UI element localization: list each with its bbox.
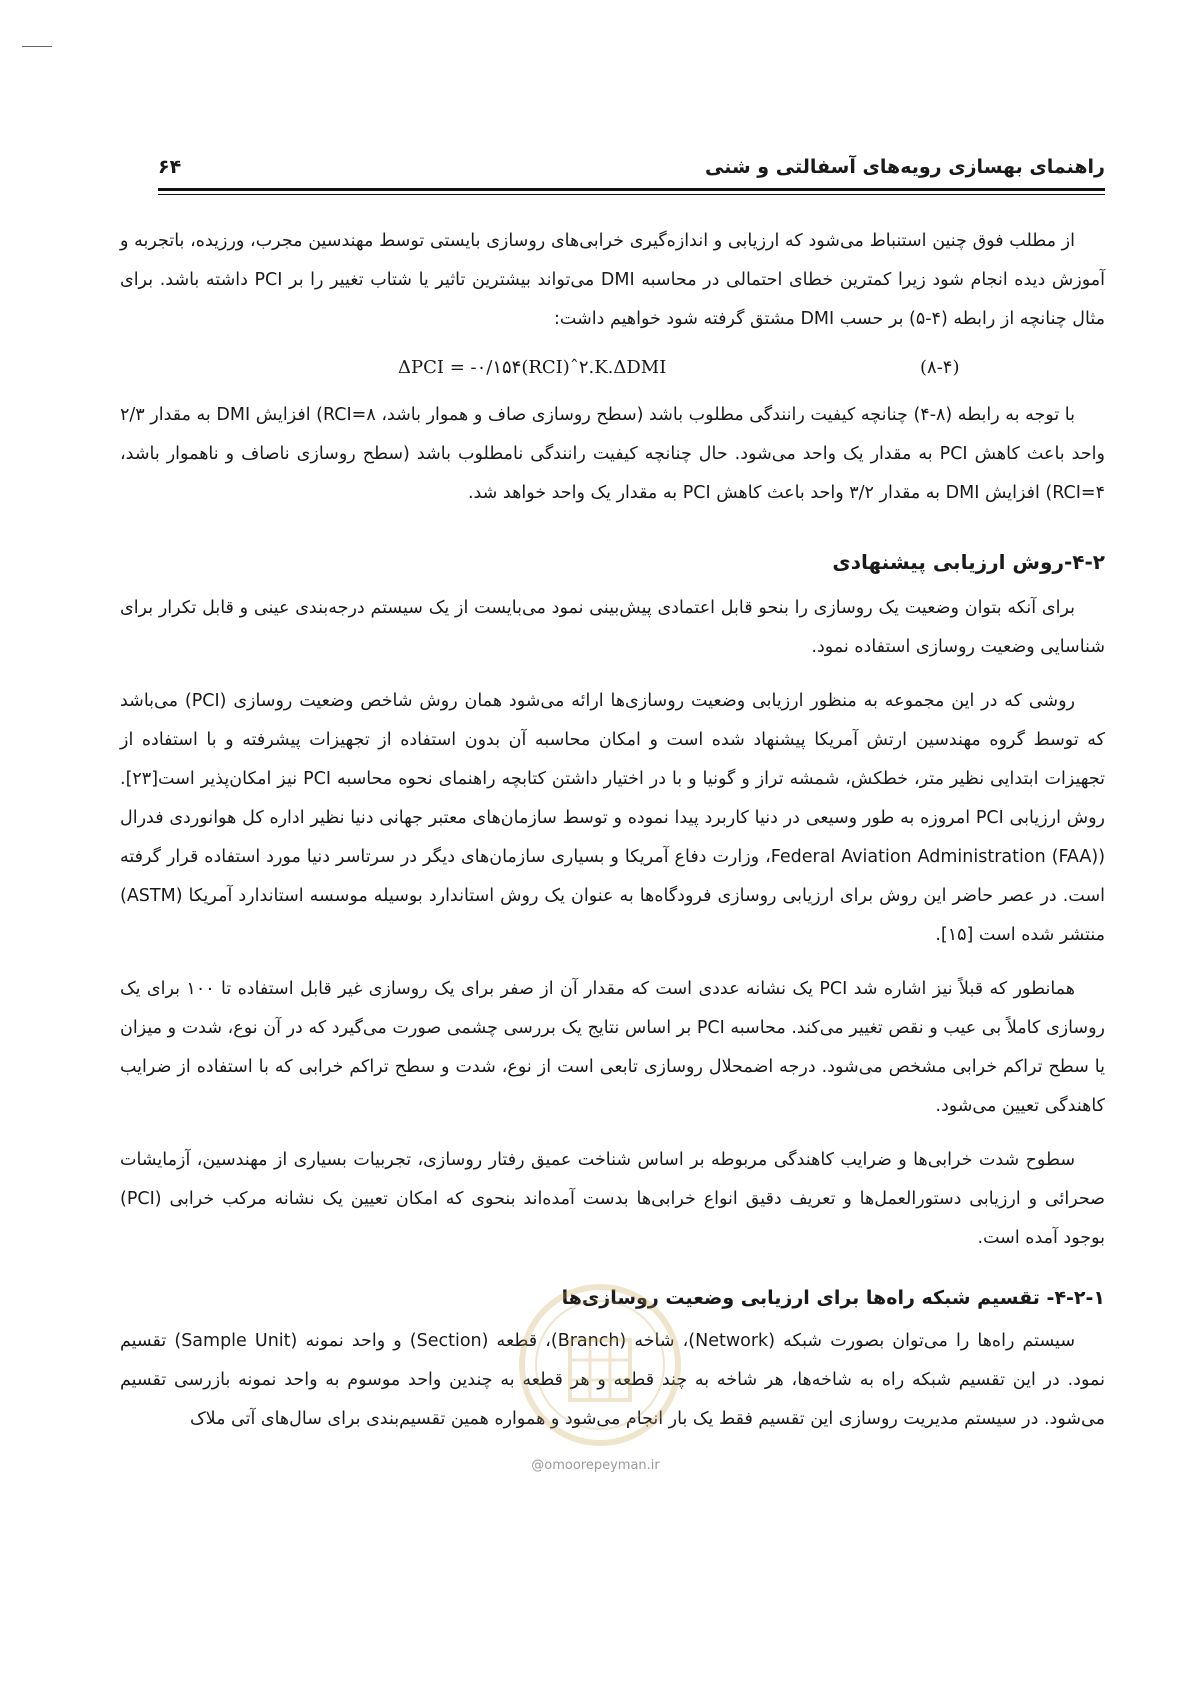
paragraph-pci-definition: همانطور که قبلاً نیز اشاره شد PCI یک نشانه عددی است که مقدار آن از صفر برای یک روسازی غیر قابل استفاده تا ۱۰۰ برای یک روسازی کاملاً بی عیب و نقص تغییر می‌کند. محاسبه PCI بر اساس نتایج یک بررسی چشمی صورت می‌گیرد که در آن نوع، شدت و میزان یا سطح تراکم خرابی مشخص می‌شود. درجه اضمحلال روسازی تابعی است از نوع، شدت و سطح تراکم خرابی که با استفاده از ضرایب کاهندگی تعیین می‌شود. xyxy=(120,979,1105,1116)
page-content xyxy=(120,222,1105,1454)
equation-expression: ΔPCI = -۰/۱۵۴(RCI)ˆ۲.K.ΔDMI xyxy=(398,357,667,378)
page-number: ۶۴ xyxy=(158,156,182,178)
header-rule-thin xyxy=(158,194,1105,195)
running-title: راهنمای بهسازی رویه‌های آسفالتی و شنی xyxy=(705,156,1105,178)
paragraph-rating-system: برای آنکه بتوان وضعیت یک روسازی را بنحو قابل اعتمادی پیش‌بینی نمود می‌بایست از یک سیستم درجه‌بندی عینی و قابل تکرار برای شناسایی وضعیت روسازی استفاده نمود. xyxy=(120,598,1105,657)
corner-mark xyxy=(22,46,52,47)
paragraph-deduct-values: سطوح شدت خرابی‌ها و ضرایب کاهندگی مربوطه بر اساس شناخت عمیق رفتار روسازی، تجربیات بسیاری از مهندسین، آزمایشات صحرائی و ارزیابی دستورالعمل‌ها و تعریف دقیق انواع خرابی‌ها بدست آمده‌اند بنحوی که امکان تعیین یک نشانه مرکب خرابی (PCI) بوجود آمده است. xyxy=(120,1150,1105,1248)
equation-8-4 xyxy=(120,348,1105,384)
header-rule-thick xyxy=(158,188,1105,191)
at-icon: @ xyxy=(531,1458,545,1473)
paragraph-dmi-sensitivity: از مطلب فوق چنین استنباط می‌شود که ارزیابی و اندازه‌گیری خرابی‌های روسازی بایستی توسط مهندسین مجرب، ورزیده، باتجربه و آموزش دیده انجام شود زیرا کمترین خطای احتمالی در محاسبه DMI می‌تواند بیشترین تاثیر یا شتاب تغییر را بر PCI داشته باشد. برای مثال چنانچه از رابطه (۴-۵) بر حسب DMI مشتق گرفته شود خواهیم داشت: xyxy=(120,231,1105,329)
paragraph-pci-method: روشی که در این مجموعه به منظور ارزیابی وضعیت روسازی‌ها ارائه می‌شود همان روش شاخص وضعیت روسازی (PCI) می‌باشد که توسط گروه مهندسین ارتش آمریکا پیشنهاد شده است و امکان محاسبه آن بدون استفاده از تجهیزات پیشرفته و با استفاده از تجهیزات ابتدایی نظیر متر، خطکش، شمشه تراز و گونیا و با در اختیار داشتن کتابچه راهنمای نحوه محاسبه PCI نیز امکان‌پذیر است[۲۳]. روش ارزیابی PCI امروزه به طور وسیعی در دنیا کاربرد پیدا نموده و توسط سازمان‌های معتبر جهانی دنیا نظیر اداره کل هوانوردی فدرال (Federal Aviation Administration (FAA)، وزارت دفاع آمریکا و بسیاری سازمان‌های دیگر در سرتاسر دنیا مورد استفاده قرار گرفته است. در عصر حاضر این روش برای ارزیابی روسازی فرودگاه‌ها به عنوان یک روش استاندارد بوسیله موسسه استاندارد آمریکا (ASTM) منتشر شده است [۱۵]. xyxy=(120,691,1106,945)
section-heading-network-division: ۴-۲-۱- تقسیم شبکه راه‌ها برای ارزیابی وضعیت روسازی‌ها xyxy=(561,1287,1105,1309)
paragraph-network-division: سیستم راه‌ها را می‌توان بصورت شبکه (Network)، شاخه (Branch)، قطعه (Section) و واحد نمونه (Sample Unit) تقسیم نمود. در این تقسیم شبکه راه به شاخه‌ها، هر شاخه به چند قطعه و هر قطعه به چندین واحد موسوم به واحد نمونه بازرسی تقسیم می‌شود. در سیستم مدیریت روسازی این تقسیم فقط یک بار انجام می‌شود و همواره همین تقسیم‌بندی برای سال‌های آتی ملاک xyxy=(120,1331,1105,1429)
footer-website xyxy=(0,1458,1191,1473)
footer-website-text: omoorepeyman.ir xyxy=(544,1458,660,1473)
page-header xyxy=(158,156,1105,186)
paragraph-rci-effect: با توجه به رابطه (۸-۴) چنانچه کیفیت رانندگی مطلوب باشد (سطح روسازی صاف و هموار باشد، RCI=۸) افزایش DMI به مقدار ۲/۳ واحد باعث کاهش PCI به مقدار یک واحد می‌شود. حال چنانچه کیفیت رانندگی نامطلوب باشد (سطح روسازی ناصاف و ناهموار باشد، RCI=۴) افزایش DMI به مقدار ۳/۲ واحد باعث کاهش PCI به مقدار یک واحد خواهد شد. xyxy=(120,405,1105,503)
equation-number: (۸-۴) xyxy=(920,357,960,378)
section-heading-proposed-method: ۴-۲-روش ارزیابی پیشنهادی xyxy=(832,550,1105,574)
